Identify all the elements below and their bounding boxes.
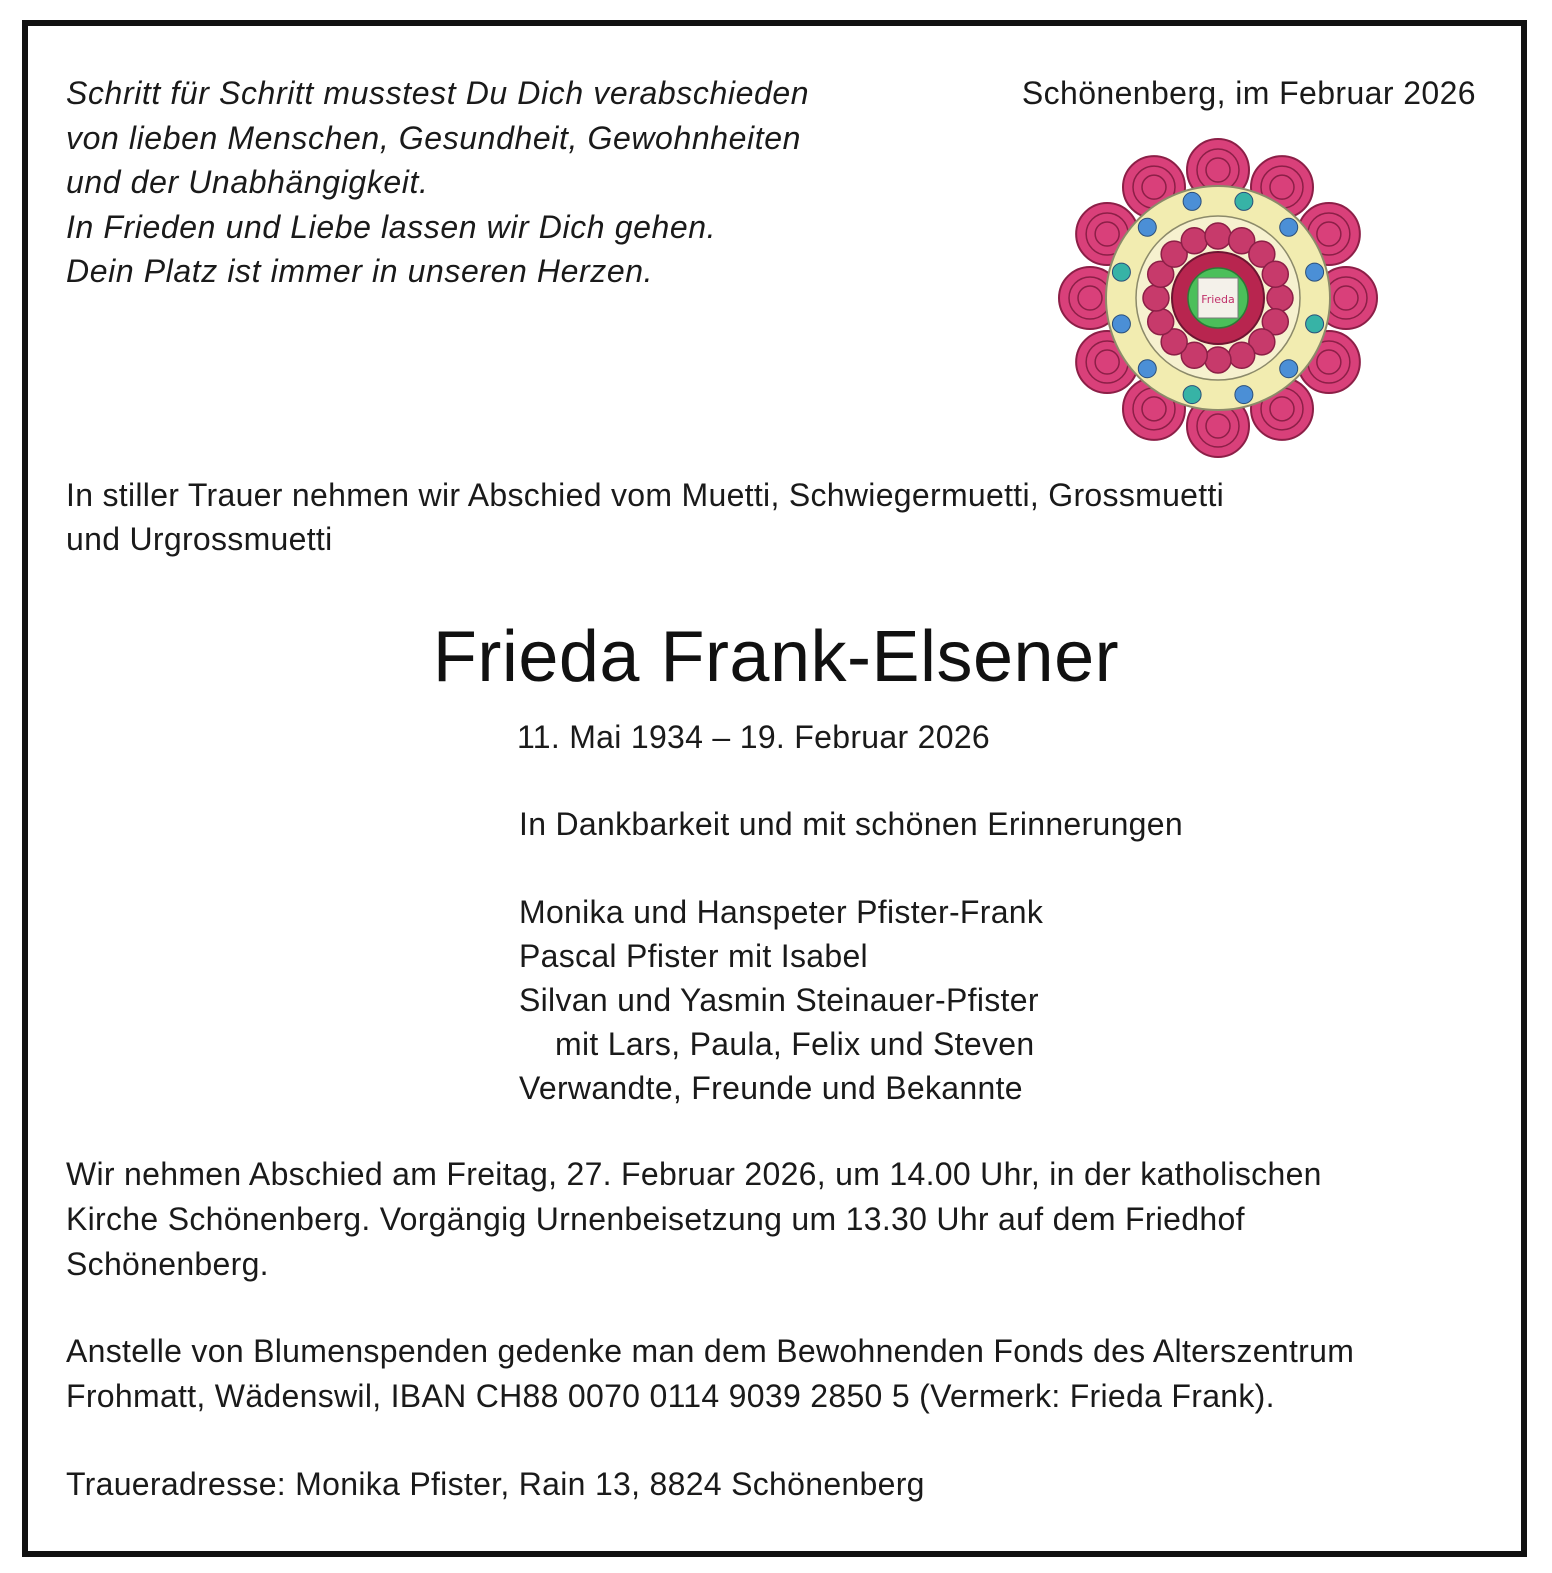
thanks-line	[519, 802, 1183, 846]
mandala-rosette	[1229, 342, 1255, 368]
poem-line: Schritt für Schritt musstest Du Dich verabschieden	[66, 75, 810, 111]
mandala-bead	[1112, 315, 1130, 333]
mandala-rosette	[1267, 285, 1293, 311]
life-dates-text: 11. Mai 1934 – 19. Februar 2026	[517, 719, 991, 755]
poem-line: von lieben Menschen, Gesundheit, Gewohnheiten	[66, 119, 802, 156]
family-member: Monika und Hanspeter Pfister-Frank	[519, 894, 1044, 930]
service-line: Schönenberg.	[66, 1246, 269, 1282]
donation-info	[66, 1329, 1354, 1419]
mandala-rosette	[1205, 223, 1231, 249]
mandala-bead	[1235, 386, 1253, 404]
intro-line: und Urgrossmuetti	[66, 521, 333, 557]
service-line: Kirche Schönenberg. Vorgängig Urnenbeisetzung um 13.30 Uhr auf dem Friedhof	[66, 1201, 1245, 1237]
mandala-rosette	[1148, 309, 1174, 335]
poem	[66, 71, 809, 294]
family-member: mit Lars, Paula, Felix und Steven	[555, 1026, 1035, 1062]
mandala-rosette	[1262, 261, 1288, 287]
service-line: Wir nehmen Abschied am Freitag, 27. Februar 2026, um 14.00 Uhr, in der katholischen	[66, 1156, 1322, 1192]
mandala-rosette	[1205, 347, 1231, 373]
intro-text	[66, 473, 1224, 561]
donation-line: Frohmatt, Wädenswil, IBAN CH88 0070 0114 9039 2850 5 (Vermerk: Frieda Frank).	[66, 1378, 1275, 1414]
mourning-address: Traueradresse: Monika Pfister, Rain 13, 8824 Schönenberg	[66, 1466, 925, 1502]
mandala-bead	[1235, 192, 1253, 210]
life-dates	[517, 715, 990, 759]
mandala-rosette	[1143, 285, 1169, 311]
family-member: Verwandte, Freunde und Bekannte	[519, 1070, 1023, 1106]
family-member: Silvan und Yasmin Steinauer-Pfister	[519, 982, 1039, 1018]
mandala-bead	[1306, 263, 1324, 281]
deceased-name: Frieda Frank-Elsener	[432, 617, 1120, 697]
mandala-bead	[1138, 360, 1156, 378]
mandala-bead	[1183, 386, 1201, 404]
thanks-text: In Dankbarkeit und mit schönen Erinnerungen	[519, 806, 1183, 842]
mandala-bead	[1138, 218, 1156, 236]
mandala-bead	[1306, 315, 1324, 333]
mandala-center-text: Frieda	[1201, 293, 1235, 306]
intro-line: In stiller Trauer nehmen wir Abschied vom Muetti, Schwiegermuetti, Grossmuetti	[66, 477, 1225, 513]
mandala-drawing	[1058, 138, 1378, 458]
mandala-rosette	[1181, 228, 1207, 254]
poem-line: Dein Platz ist immer in unseren Herzen.	[66, 253, 654, 289]
mandala-bead	[1112, 263, 1130, 281]
service-info	[66, 1152, 1322, 1287]
mandala-bead	[1183, 192, 1201, 210]
donation-line: Anstelle von Blumenspenden gedenke man dem Bewohnenden Fonds des Alterszentrum	[66, 1333, 1355, 1369]
poem-line: In Frieden und Liebe lassen wir Dich gehen.	[66, 208, 717, 245]
poem-line: und der Unabhängigkeit.	[66, 164, 429, 200]
family-member: Pascal Pfister mit Isabel	[519, 938, 868, 974]
mandala-bead	[1280, 218, 1298, 236]
mandala-bead	[1280, 360, 1298, 378]
place-date: Schönenberg, im Februar 2026	[1021, 75, 1476, 111]
family-list	[519, 890, 1043, 1110]
